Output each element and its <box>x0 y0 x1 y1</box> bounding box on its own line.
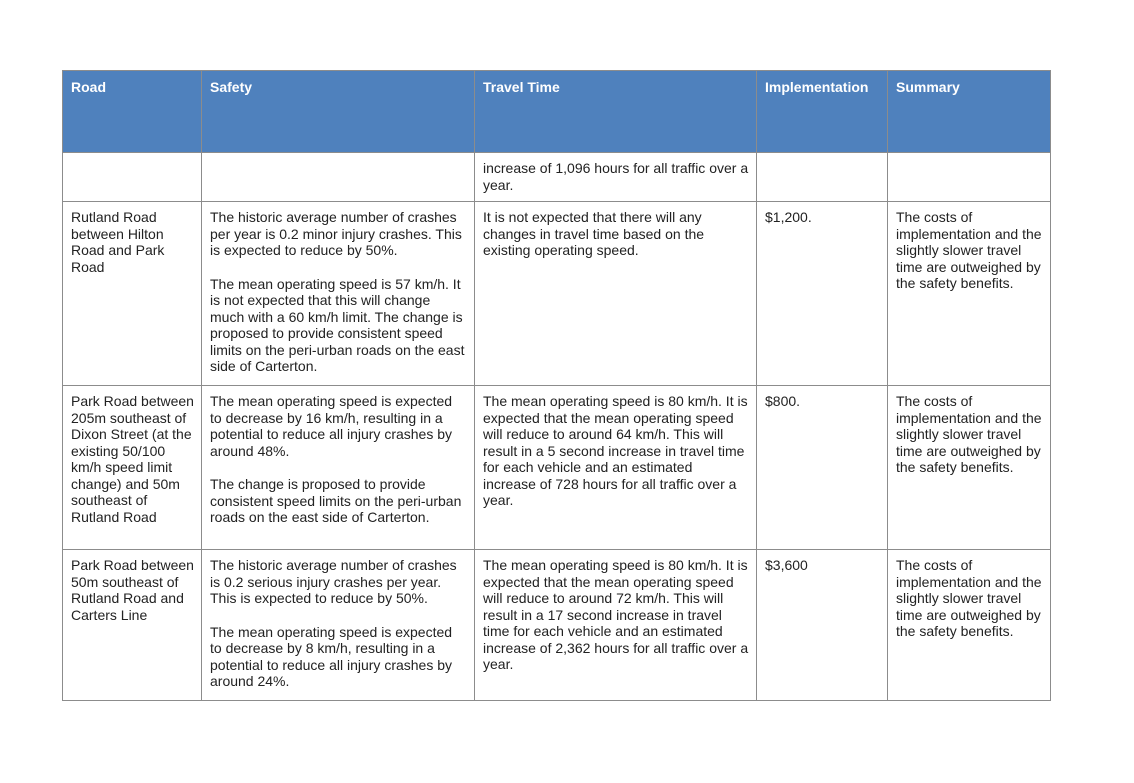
cell-summary: The costs of implementation and the slightly slower travel time are outweighed by the safety benefits. <box>888 202 1051 386</box>
header-road: Road <box>63 71 202 153</box>
cell-road: Rutland Road between Hilton Road and Park Road <box>63 202 202 386</box>
cell-road <box>63 153 202 202</box>
cell-travel-time: The mean operating speed is 80 km/h. It is expected that the mean operating speed will reduce to around 72 km/h. This will result in a 17 second increase in travel time for each vehicle and an estimated increase of 2,362 hours for all traffic over a year. <box>475 550 757 701</box>
safety-paragraph: The change is proposed to provide consistent speed limits on the peri-urban roads on the east side of Carterton. <box>210 476 462 525</box>
table-row-continued <box>63 153 1051 202</box>
speed-limit-assessment-table <box>62 70 1051 701</box>
safety-paragraph: The historic average number of crashes per year is 0.2 minor injury crashes. This is expected to reduce by 50%. <box>210 209 462 258</box>
cell-travel-time: It is not expected that there will any changes in travel time based on the existing operating speed. <box>475 202 757 386</box>
cell-implementation <box>757 153 888 202</box>
cell-summary <box>888 153 1051 202</box>
safety-paragraph: The historic average number of crashes is 0.2 serious injury crashes per year. This is expected to reduce by 50%. <box>210 557 457 606</box>
cell-implementation: $800. <box>757 386 888 550</box>
cell-implementation: $3,600 <box>757 550 888 701</box>
header-implementation: Implementation <box>757 71 888 153</box>
cell-safety <box>202 386 475 550</box>
cell-safety <box>202 550 475 701</box>
cell-travel-time: increase of 1,096 hours for all traffic over a year. <box>475 153 757 202</box>
safety-paragraph: The mean operating speed is expected to decrease by 16 km/h, resulting in a potential to reduce all injury crashes by around 48%. <box>210 393 453 459</box>
cell-road: Park Road between 205m southeast of Dixon Street (at the existing 50/100 km/h speed limit change) and 50m southeast of Rutland Road <box>63 386 202 550</box>
safety-paragraph: The mean operating speed is 57 km/h. It is not expected that this will change much with a 60 km/h limit. The change is proposed to provide consistent speed limits on the peri-urban roads on the east side of Carterton. <box>210 275 465 374</box>
header-travel-time: Travel Time <box>475 71 757 153</box>
table-row <box>63 202 1051 386</box>
table-header-row <box>63 71 1051 153</box>
cell-travel-time: The mean operating speed is 80 km/h. It is expected that the mean operating speed will reduce to around 64 km/h. This will result in a 5 second increase in travel time for each vehicle and an estimated increase of 728 hours for all traffic over a year. <box>475 386 757 550</box>
cell-safety <box>202 202 475 386</box>
header-summary: Summary <box>888 71 1051 153</box>
cell-summary: The costs of implementation and the slightly slower travel time are outweighed by the safety benefits. <box>888 386 1051 550</box>
safety-paragraph: The mean operating speed is expected to decrease by 8 km/h, resulting in a potential to reduce all injury crashes by around 24%. <box>210 623 453 689</box>
cell-summary: The costs of implementation and the slightly slower travel time are outweighed by the safety benefits. <box>888 550 1051 701</box>
cell-implementation: $1,200. <box>757 202 888 386</box>
table-row <box>63 550 1051 701</box>
cell-road: Park Road between 50m southeast of Rutland Road and Carters Line <box>63 550 202 701</box>
header-safety: Safety <box>202 71 475 153</box>
cell-safety <box>202 153 475 202</box>
table-row <box>63 386 1051 550</box>
